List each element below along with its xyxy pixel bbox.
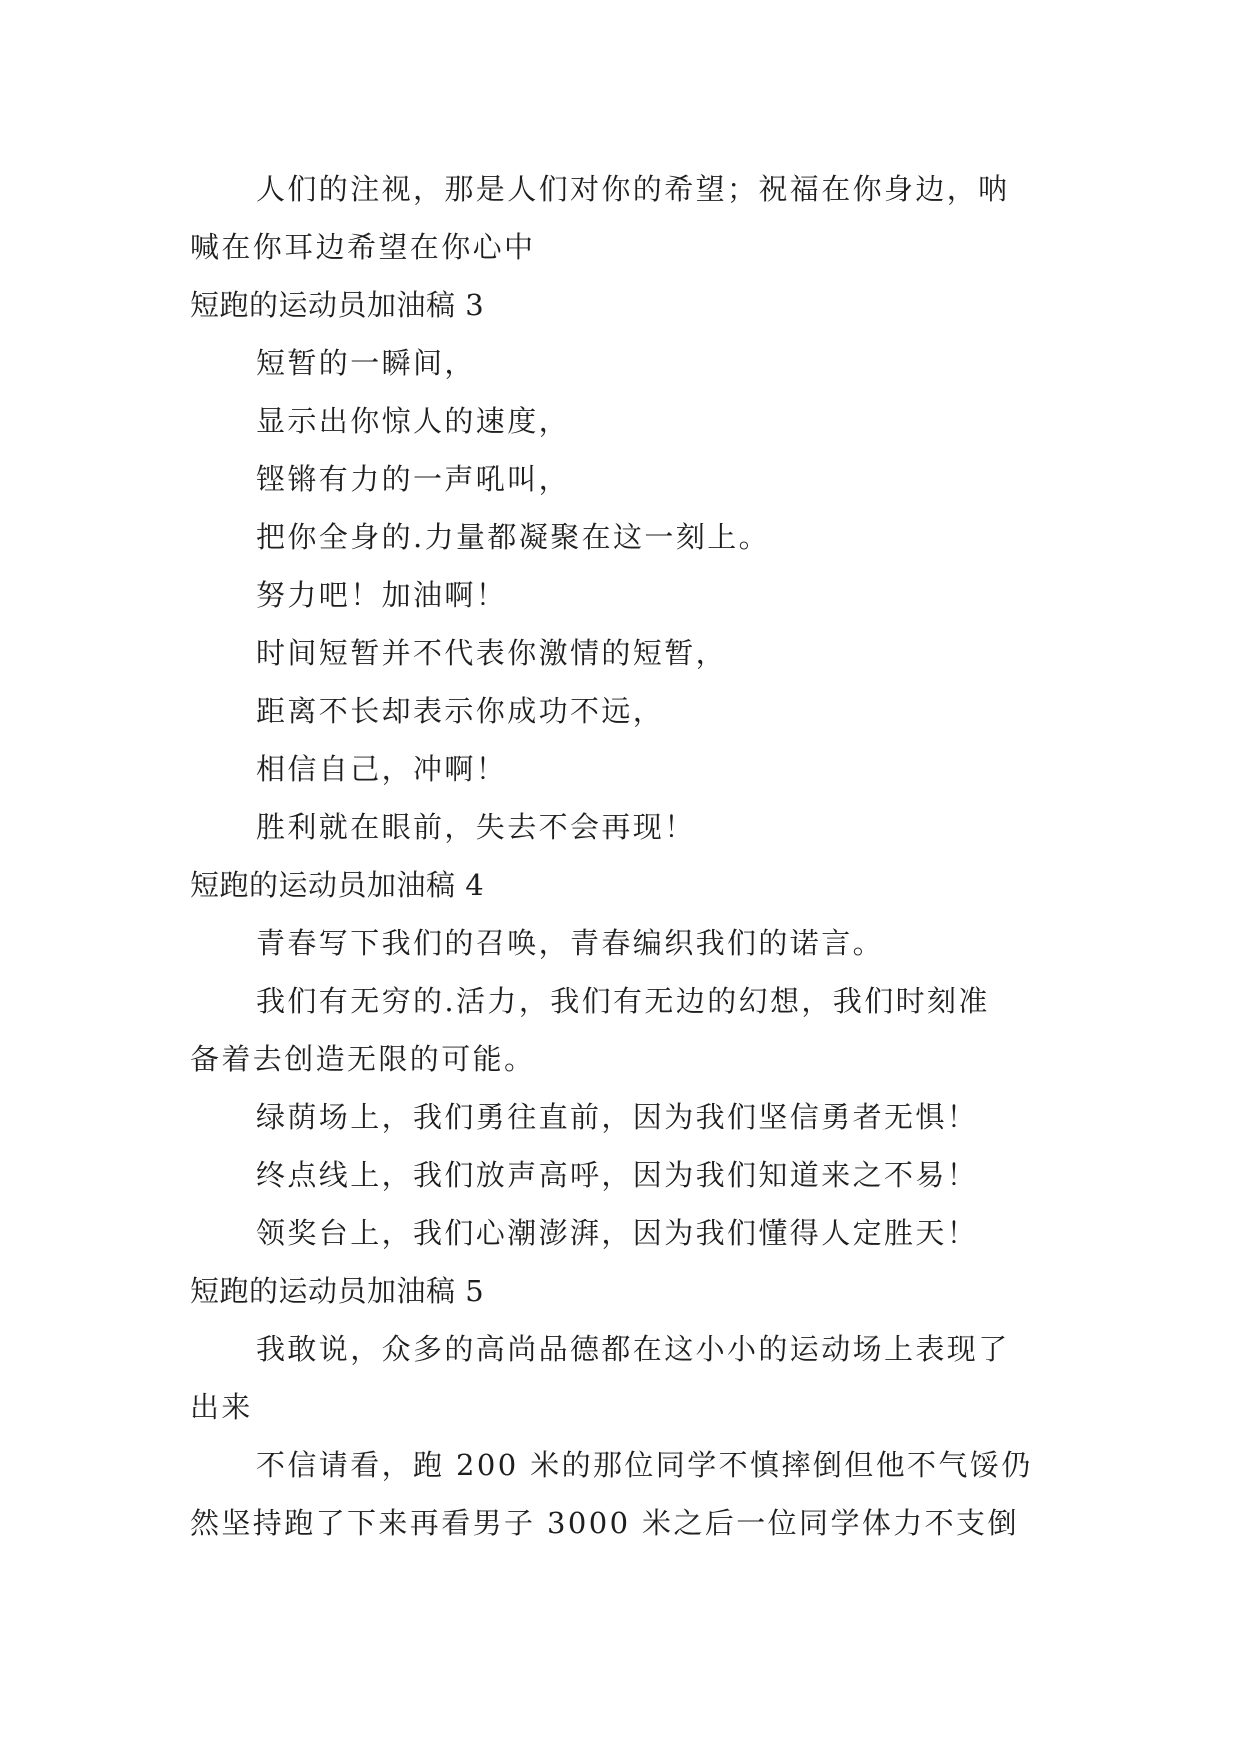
section-heading: 短跑的运动员加油稿 5 [190, 1274, 485, 1308]
paragraph-line: 然坚持跑了下来再看男子 3000 米之后一位同学体力不支倒 [190, 1506, 1019, 1540]
paragraph-line: 出来 [190, 1390, 253, 1424]
paragraph-line: 相信自己，冲啊！ [256, 752, 508, 786]
section-heading: 短跑的运动员加油稿 3 [190, 288, 485, 322]
paragraph-line: 铿锵有力的一声吼叫， [256, 462, 571, 496]
paragraph-line: 把你全身的.力量都凝聚在这一刻上。 [256, 520, 771, 554]
paragraph-line: 人们的注视，那是人们对你的希望；祝福在你身边，呐 [256, 172, 1010, 206]
paragraph-line: 显示出你惊人的速度， [256, 404, 571, 438]
paragraph-line: 不信请看，跑 200 米的那位同学不慎摔倒但他不气馁仍 [256, 1448, 1033, 1482]
paragraph-line: 备着去创造无限的可能。 [190, 1042, 536, 1076]
paragraph-line: 努力吧！加油啊！ [256, 578, 508, 612]
paragraph-line: 喊在你耳边希望在你心中 [190, 230, 536, 264]
paragraph-line: 绿荫场上，我们勇往直前，因为我们坚信勇者无惧！ [256, 1100, 979, 1134]
paragraph-line: 领奖台上，我们心潮澎湃，因为我们懂得人定胜天！ [256, 1216, 979, 1250]
paragraph-line: 我们有无穷的.活力，我们有无边的幻想，我们时刻准 [256, 984, 990, 1018]
paragraph-line: 时间短暂并不代表你激情的短暂， [256, 636, 728, 670]
paragraph-line: 胜利就在眼前，失去不会再现！ [256, 810, 696, 844]
document-body [190, 160, 1060, 1552]
paragraph-line: 距离不长却表示你成功不远， [256, 694, 665, 728]
section-heading: 短跑的运动员加油稿 4 [190, 868, 485, 902]
paragraph-line: 终点线上，我们放声高呼，因为我们知道来之不易！ [256, 1158, 979, 1192]
paragraph-line: 我敢说，众多的高尚品德都在这小小的运动场上表现了 [256, 1332, 1010, 1366]
paragraph-line: 短暂的一瞬间， [256, 346, 476, 380]
paragraph-line: 青春写下我们的召唤，青春编织我们的诺言。 [256, 926, 885, 960]
